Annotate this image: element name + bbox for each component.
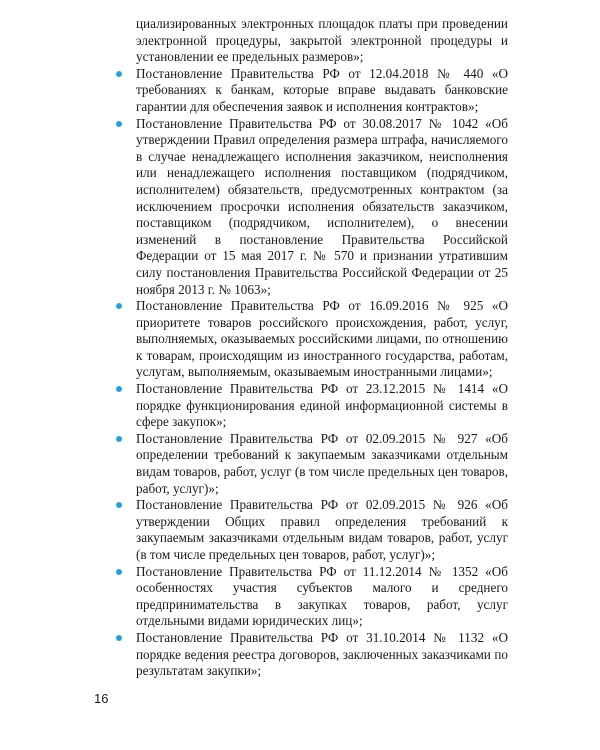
list-item (116, 564, 508, 630)
bullet-icon (116, 502, 122, 508)
list-item (116, 497, 508, 563)
bullet-icon (116, 121, 122, 127)
list-item (116, 630, 508, 680)
list-item-text: Постановление Правительства РФ от 16.09.2016 № 925 «О приоритете товаров российского происхождения, работ, услуг, выполняемых, оказываемых российскими лицами, по отношению к товарам, происходящим из иностранного государства, работам, услугам, выполняемым, оказываемым иностранными лицами»; (136, 298, 508, 380)
bullet-icon (116, 303, 122, 309)
list-item-text: Постановление Правительства РФ от 23.12.2015 № 1414 «О порядке функционирования единой информационной системы в сфере закупок»; (136, 381, 508, 430)
list-item (116, 116, 508, 299)
page-number: 16 (94, 691, 109, 706)
list-item (116, 298, 508, 381)
list-item-text: Постановление Правительства РФ от 02.09.2015 № 927 «Об определении требований к закупаемым заказчиками отдельным видам товаров, работ, услуг (в том числе предельных цен товаров, работ, услуг)»; (136, 430, 508, 496)
page-content (116, 16, 508, 680)
list-item-text: Постановление Правительства РФ от 02.09.2015 № 926 «Об утверждении Общих правил определения требований к закупаемым заказчиками отдельным видам товаров, работ, услуг (в том числе предельных цен товаров, работ, услуг)»; (136, 497, 508, 562)
bullet-icon (116, 436, 122, 442)
regulations-list (116, 66, 508, 680)
list-item (116, 431, 508, 497)
list-item-text: Постановление Правительства РФ от 31.10.2014 № 1132 «О порядке ведения реестра договоров, заключенных заказчиками по результатам закупки»; (136, 629, 508, 679)
list-item-text: Постановление Правительства РФ от 30.08.2017 № 1042 «Об утверждении Правил определения размера штрафа, начисляемого в случае ненадлежащего исполнения заказчиком, неисполнения или ненадлежащего исполнения поставщиком (подрядчиком, исполнителем) обязательств, предусмотренных контрактом (за исключением просрочки исполнения обязательств заказчиком, поставщиком (подрядчиком, исполнителем), о внесении изменений в постановление Правительства Российской Федерации от 15 мая 2017 г. № 570 и признании утратившим силу постановления Правительства Российской Федерации от 25 ноября 2013 г. № 1063»; (136, 115, 508, 297)
list-item-text: Постановление Правительства РФ от 12.04.2018 № 440 «О требованиях к банкам, которые вправе выдавать банковские гарантии для обеспечения заявок и исполнения контрактов»; (136, 65, 508, 114)
bullet-icon (116, 569, 122, 575)
list-item (116, 66, 508, 116)
bullet-icon (116, 386, 122, 392)
bullet-icon (116, 71, 122, 77)
list-item (116, 381, 508, 431)
continuation-paragraph: циализированных электронных площадок платы при проведении электронной процедуры, закрытой электронной процедуры и установлении ее предельных размеров»; (136, 16, 508, 65)
bullet-icon (116, 635, 122, 641)
list-item-text: Постановление Правительства РФ от 11.12.2014 № 1352 «Об особенностях участия субъектов малого и среднего предпринимательства в закупках товаров, работ, услуг отдельными видами юридических лиц»; (136, 563, 508, 629)
